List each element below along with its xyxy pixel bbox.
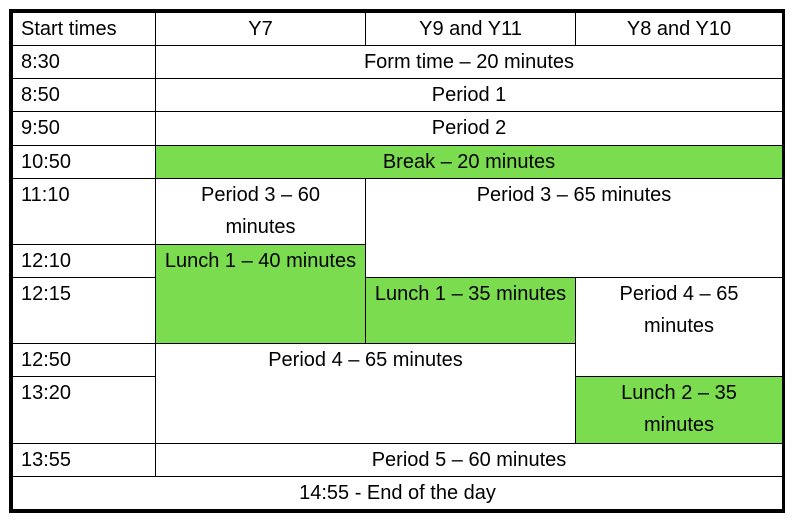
form-time-cell: Form time – 20 minutes [156, 46, 783, 79]
y7-y9-y11-period-4-cell: Period 4 – 65 minutes [156, 344, 576, 443]
time-cell: 13:55 [13, 443, 156, 476]
header-y7: Y7 [156, 13, 366, 46]
header-y8-y10: Y8 and Y10 [576, 13, 783, 46]
y7-period-3-cell: Period 3 – 60 minutes [156, 178, 366, 244]
y7-lunch-1-cell: Lunch 1 – 40 minutes [156, 244, 366, 343]
row-1215 [13, 278, 783, 344]
end-of-day-cell: 14:55 - End of the day [13, 476, 783, 509]
row-0830 [13, 46, 783, 79]
time-cell: 12:15 [13, 278, 156, 344]
timetable-frame [9, 9, 785, 513]
header-start-times: Start times [13, 13, 156, 46]
time-cell: 9:50 [13, 112, 156, 145]
y8-y11-period-3-cell: Period 3 – 65 minutes [366, 178, 783, 277]
time-cell: 8:30 [13, 46, 156, 79]
y8-y10-lunch-2-cell: Lunch 2 – 35 minutes [576, 377, 783, 443]
time-cell: 12:50 [13, 344, 156, 377]
header-y9-y11: Y9 and Y11 [366, 13, 576, 46]
y9-y11-lunch-1-cell: Lunch 1 – 35 minutes [366, 278, 576, 344]
row-1110 [13, 178, 783, 244]
header-row [13, 13, 783, 46]
row-0850 [13, 79, 783, 112]
period-5-cell: Period 5 – 60 minutes [156, 443, 783, 476]
time-cell: 13:20 [13, 377, 156, 443]
time-cell: 8:50 [13, 79, 156, 112]
break-cell: Break – 20 minutes [156, 145, 783, 178]
time-cell: 10:50 [13, 145, 156, 178]
row-end [13, 476, 783, 509]
row-0950 [13, 112, 783, 145]
school-day-timetable [12, 12, 783, 510]
row-1355 [13, 443, 783, 476]
time-cell: 11:10 [13, 178, 156, 244]
period-1-cell: Period 1 [156, 79, 783, 112]
period-2-cell: Period 2 [156, 112, 783, 145]
y8-y10-period-4-cell: Period 4 – 65 minutes [576, 278, 783, 377]
row-1050 [13, 145, 783, 178]
time-cell: 12:10 [13, 244, 156, 277]
